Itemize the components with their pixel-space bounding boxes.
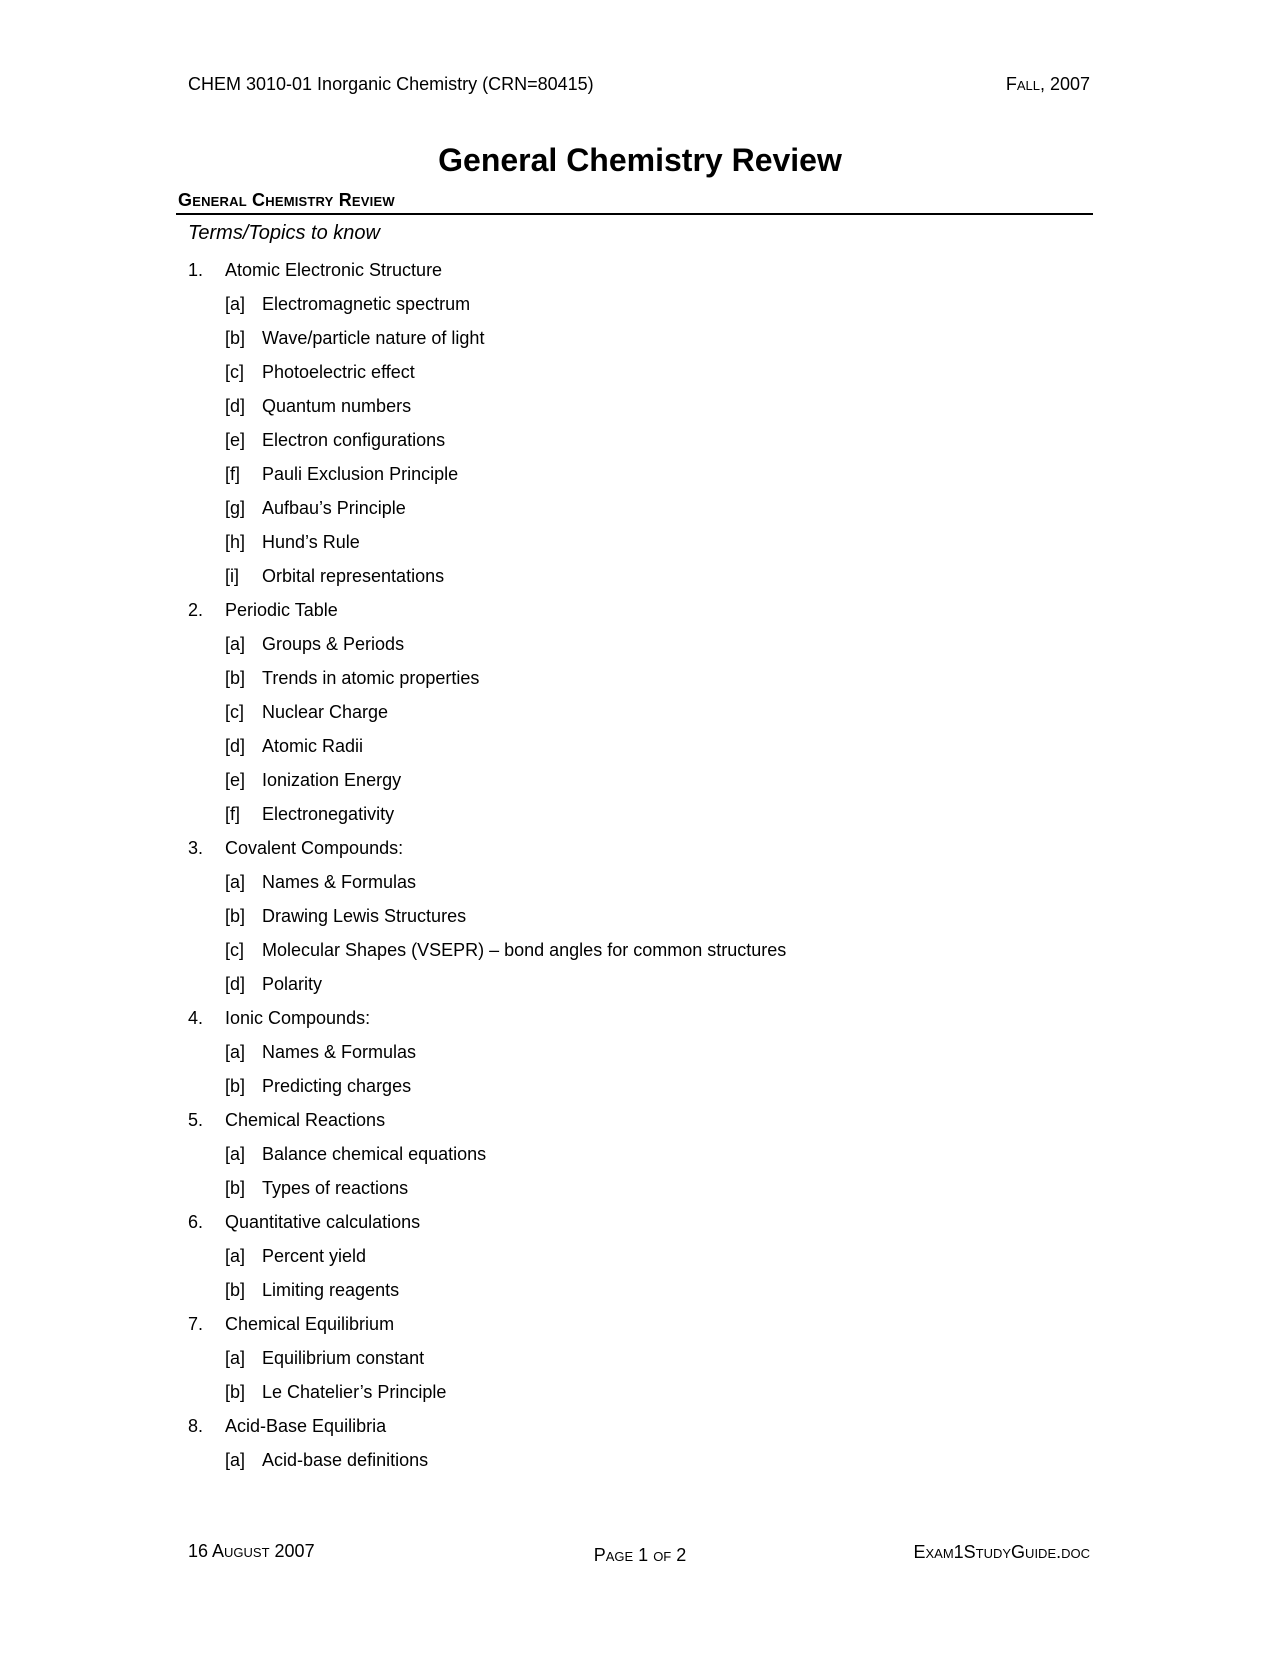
subtopic-label: Balance chemical equations bbox=[262, 1144, 487, 1164]
subtopic-marker: [a] bbox=[225, 1042, 246, 1062]
subtopic-label: Orbital representations bbox=[262, 566, 445, 586]
subtopic-item bbox=[188, 936, 1088, 970]
topic-label: Periodic Table bbox=[225, 600, 338, 620]
subtopic-label: Equilibrium constant bbox=[262, 1348, 425, 1368]
subtopic-marker: [a] bbox=[225, 1246, 246, 1266]
subtopic-item bbox=[188, 290, 1088, 324]
subtopic-label: Photoelectric effect bbox=[262, 362, 415, 382]
footer-filename: Exam1StudyGuide.doc bbox=[913, 1542, 1090, 1562]
subtopic-label: Polarity bbox=[262, 974, 323, 994]
section-divider bbox=[176, 213, 1093, 215]
subtopic-marker: [b] bbox=[225, 906, 246, 926]
topic-number: 6. bbox=[188, 1212, 204, 1232]
subtopic-label: Molecular Shapes (VSEPR) – bond angles for common structures bbox=[262, 940, 787, 960]
topic-item bbox=[188, 1208, 1088, 1242]
topic-number: 8. bbox=[188, 1416, 204, 1436]
footer-page-number: Page 1 of 2 bbox=[593, 1545, 687, 1565]
subtopic-label: Pauli Exclusion Principle bbox=[262, 464, 459, 484]
subtopic-item bbox=[188, 1072, 1088, 1106]
topic-label: Chemical Equilibrium bbox=[225, 1314, 395, 1334]
subtopic-item bbox=[188, 528, 1088, 562]
subtopic-item bbox=[188, 392, 1088, 426]
subtopic-marker: [d] bbox=[225, 974, 246, 994]
topic-label: Acid-Base Equilibria bbox=[225, 1416, 387, 1436]
topic-number: 5. bbox=[188, 1110, 204, 1130]
subtopic-label: Acid-base definitions bbox=[262, 1450, 429, 1470]
subtopic-label: Electronegativity bbox=[262, 804, 395, 824]
subtopic-label: Quantum numbers bbox=[262, 396, 412, 416]
subtopic-label: Drawing Lewis Structures bbox=[262, 906, 467, 926]
subtopic-marker: [h] bbox=[225, 532, 246, 552]
subtopic-marker: [c] bbox=[225, 940, 245, 960]
subtopic-item bbox=[188, 1344, 1088, 1378]
subtopic-item bbox=[188, 766, 1088, 800]
subtopic-item bbox=[188, 1140, 1088, 1174]
subtopic-label: Types of reactions bbox=[262, 1178, 409, 1198]
subtopic-label: Hund’s Rule bbox=[262, 532, 360, 552]
topic-item bbox=[188, 1310, 1088, 1344]
subtopic-marker: [a] bbox=[225, 1348, 246, 1368]
subtopic-item bbox=[188, 494, 1088, 528]
subtopic-marker: [g] bbox=[225, 498, 246, 518]
topic-item bbox=[188, 256, 1088, 290]
topic-number: 3. bbox=[188, 838, 204, 858]
subtopic-marker: [a] bbox=[225, 872, 246, 892]
subtopic-label: Aufbau’s Principle bbox=[262, 498, 406, 518]
subtopic-label: Limiting reagents bbox=[262, 1280, 400, 1300]
topic-label: Chemical Reactions bbox=[225, 1110, 386, 1130]
subtopic-label: Le Chatelier’s Principle bbox=[262, 1382, 447, 1402]
topic-item bbox=[188, 1004, 1088, 1038]
section-heading: General Chemistry Review bbox=[178, 190, 395, 210]
page-title: General Chemistry Review bbox=[438, 142, 842, 178]
topic-number: 2. bbox=[188, 600, 204, 620]
subtopic-item bbox=[188, 970, 1088, 1004]
topic-outline bbox=[188, 256, 1088, 1480]
subtopic-marker: [d] bbox=[225, 736, 246, 756]
subtopic-marker: [f] bbox=[225, 464, 241, 484]
subtopic-label: Wave/particle nature of light bbox=[262, 328, 485, 348]
subtitle: Terms/Topics to know bbox=[188, 222, 380, 244]
subtopic-label: Groups & Periods bbox=[262, 634, 405, 654]
subtopic-item bbox=[188, 358, 1088, 392]
subtopic-marker: [b] bbox=[225, 328, 246, 348]
topic-label: Quantitative calculations bbox=[225, 1212, 421, 1232]
subtopic-item bbox=[188, 1242, 1088, 1276]
topic-item bbox=[188, 596, 1088, 630]
subtopic-marker: [a] bbox=[225, 1450, 246, 1470]
subtopic-item bbox=[188, 868, 1088, 902]
topic-item bbox=[188, 834, 1088, 868]
topic-label: Atomic Electronic Structure bbox=[225, 260, 443, 280]
subtopic-item bbox=[188, 426, 1088, 460]
subtopic-item bbox=[188, 1276, 1088, 1310]
subtopic-marker: [b] bbox=[225, 668, 246, 688]
subtopic-label: Nuclear Charge bbox=[262, 702, 389, 722]
subtopic-label: Names & Formulas bbox=[262, 1042, 417, 1062]
subtopic-marker: [d] bbox=[225, 396, 246, 416]
subtopic-marker: [c] bbox=[225, 702, 245, 722]
subtopic-marker: [b] bbox=[225, 1280, 246, 1300]
subtopic-marker: [i] bbox=[225, 566, 240, 586]
topic-item bbox=[188, 1106, 1088, 1140]
subtopic-label: Electron configurations bbox=[262, 430, 446, 450]
subtopic-label: Names & Formulas bbox=[262, 872, 417, 892]
topic-label: Ionic Compounds: bbox=[225, 1008, 371, 1028]
subtopic-item bbox=[188, 698, 1088, 732]
header-course: CHEM 3010-01 Inorganic Chemistry (CRN=80415) bbox=[188, 74, 594, 94]
subtopic-marker: [e] bbox=[225, 770, 246, 790]
subtopic-item bbox=[188, 460, 1088, 494]
subtopic-marker: [c] bbox=[225, 362, 245, 382]
subtopic-marker: [f] bbox=[225, 804, 241, 824]
topic-number: 7. bbox=[188, 1314, 204, 1334]
subtopic-item bbox=[188, 562, 1088, 596]
subtopic-item bbox=[188, 902, 1088, 936]
subtopic-label: Predicting charges bbox=[262, 1076, 412, 1096]
footer-date: 16 August 2007 bbox=[188, 1541, 315, 1561]
subtopic-label: Electromagnetic spectrum bbox=[262, 294, 471, 314]
subtopic-item bbox=[188, 1038, 1088, 1072]
subtopic-marker: [a] bbox=[225, 294, 246, 314]
subtopic-item bbox=[188, 1174, 1088, 1208]
subtopic-marker: [b] bbox=[225, 1076, 246, 1096]
subtopic-marker: [a] bbox=[225, 634, 246, 654]
subtopic-marker: [e] bbox=[225, 430, 246, 450]
subtopic-marker: [b] bbox=[225, 1382, 246, 1402]
subtopic-label: Atomic Radii bbox=[262, 736, 364, 756]
subtopic-label: Percent yield bbox=[262, 1246, 367, 1266]
subtopic-marker: [a] bbox=[225, 1144, 246, 1164]
subtopic-item bbox=[188, 732, 1088, 766]
subtopic-item bbox=[188, 800, 1088, 834]
subtopic-label: Ionization Energy bbox=[262, 770, 402, 790]
subtopic-item bbox=[188, 1446, 1088, 1480]
subtopic-item bbox=[188, 324, 1088, 358]
subtopic-marker: [b] bbox=[225, 1178, 246, 1198]
topic-item bbox=[188, 1412, 1088, 1446]
header-term: Fall, 2007 bbox=[1005, 74, 1090, 94]
subtopic-label: Trends in atomic properties bbox=[262, 668, 480, 688]
subtopic-item bbox=[188, 630, 1088, 664]
topic-number: 1. bbox=[188, 260, 204, 280]
topic-number: 4. bbox=[188, 1008, 204, 1028]
topic-label: Covalent Compounds: bbox=[225, 838, 404, 858]
subtopic-item bbox=[188, 664, 1088, 698]
subtopic-item bbox=[188, 1378, 1088, 1412]
